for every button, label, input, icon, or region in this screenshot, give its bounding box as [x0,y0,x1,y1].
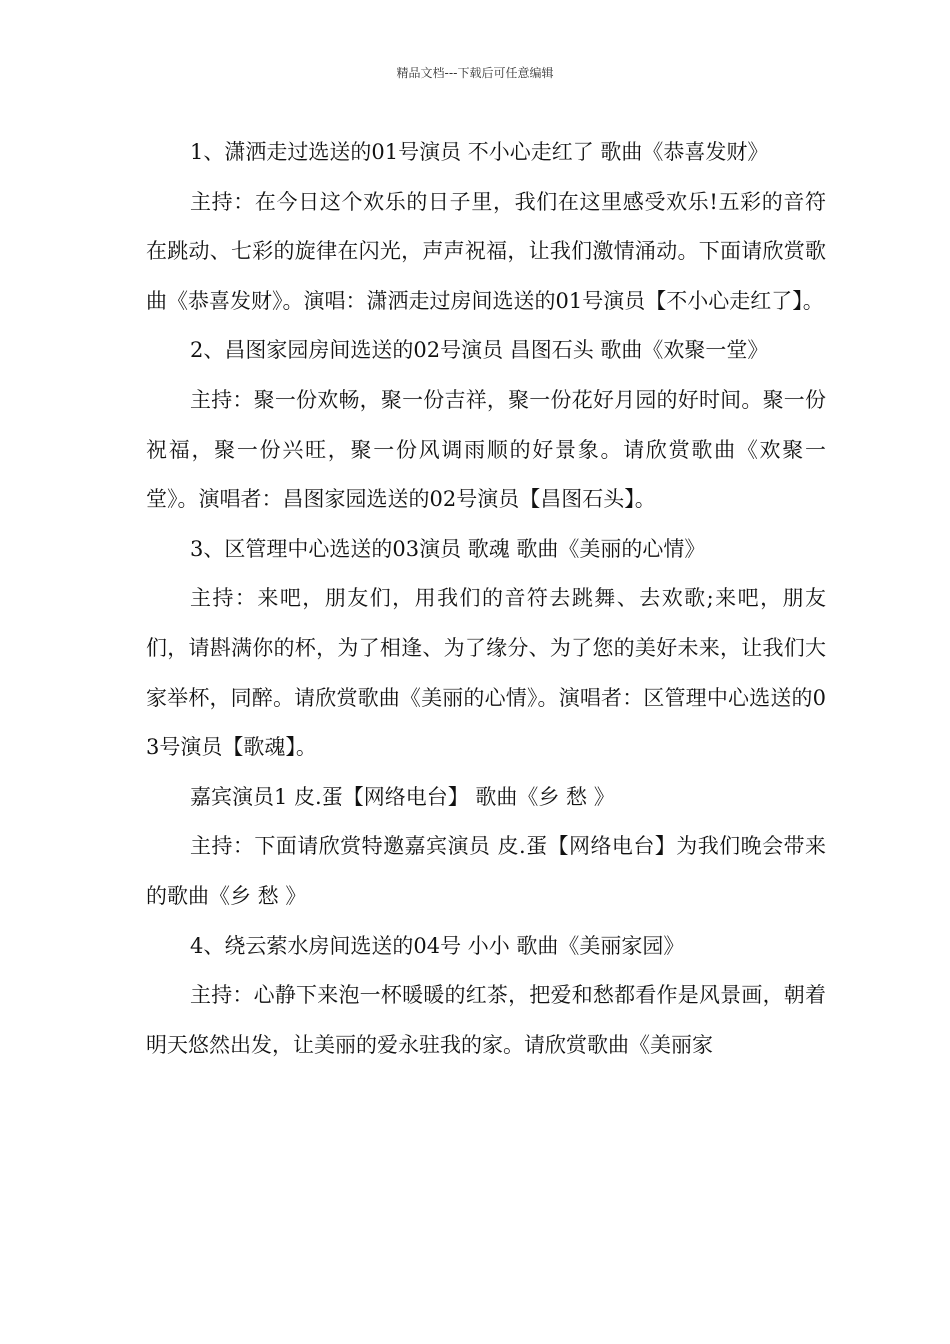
guest-item-1-host-text: 主持：下面请欣赏特邀嘉宾演员 皮.蛋【网络电台】为我们晚会带来的歌曲《乡 愁 》 [146,834,826,908]
program-item-2-host-text: 主持：聚一份欢畅，聚一份吉祥，聚一份花好月园的好时间。聚一份祝福，聚一份兴旺，聚一份风调雨顺的好景象。请欣赏歌曲《欢聚一堂》。演唱者：昌图家园选送的02号演员【昌图石头】。 [146,387,826,512]
guest-item-1-title: 嘉宾演员1 皮.蛋【网络电台】 歌曲《乡 愁 》 [190,784,615,809]
program-item-4-title: 4、绕云萦水房间选送的04号 小小 歌曲《美丽家园》 [190,933,685,958]
program-item-2-title: 2、昌图家园房间选送的02号演员 昌图石头 歌曲《欢聚一堂》 [190,338,769,363]
page-header: 精品文档---下载后可任意编辑 [396,66,554,80]
program-item-1-title: 1、潇洒走过选送的01号演员 不小心走红了 歌曲《恭喜发财》 [190,140,769,164]
program-item-4-host-text: 主持：心静下来泡一杯暖暖的红茶，把爱和愁都看作是风景画，朝着明天悠然出发，让美丽的爱永驻我的家。请欣赏歌曲《美丽家 [146,983,826,1057]
program-item-3-title: 3、区管理中心选送的03演员 歌魂 歌曲《美丽的心情》 [190,536,706,561]
program-item-1-host-text: 主持：在今日这个欢乐的日子里，我们在这里感受欢乐!五彩的音符在跳动、七彩的旋律在闪光，声声祝福，让我们激情涌动。下面请欣赏歌曲《恭喜发财》。演唱：潇洒走过房间选送的01号演员【不小心走红了】。 [146,189,826,313]
program-item-3-host-text: 主持：来吧，朋友们，用我们的音符去跳舞、去欢歌;来吧，朋友们，请斟满你的杯，为了相逢、为了缘分、为了您的美好未来，让我们大家举杯，同醉。请欣赏歌曲《美丽的心情》。演唱者：区管理中心选送的03号演员【歌魂】。 [146,586,826,760]
document-body [146,128,826,1070]
